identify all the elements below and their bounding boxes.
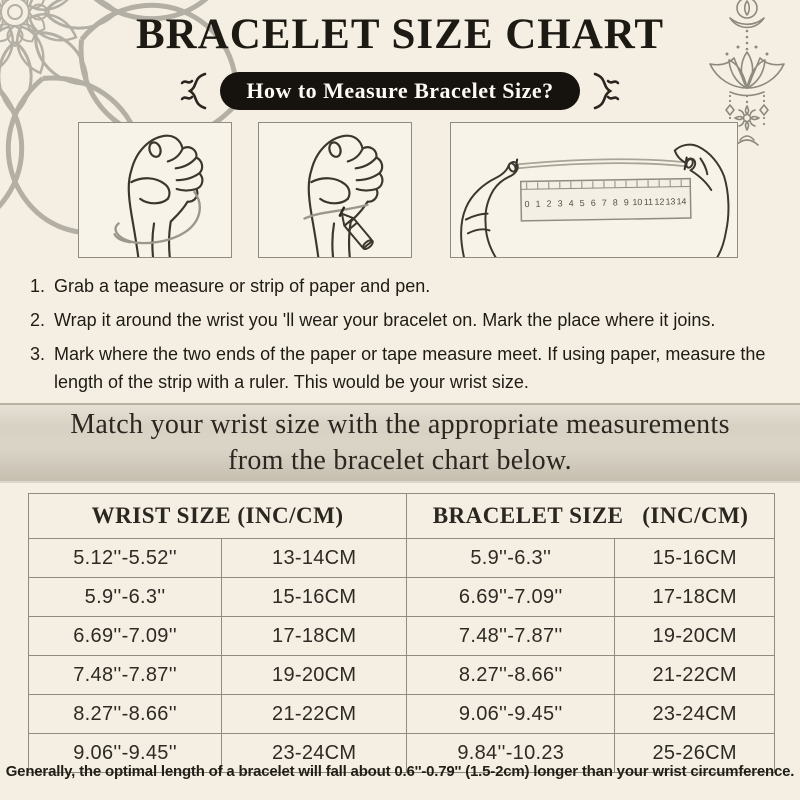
wrist-inch-cell: 7.48''-7.87'' — [29, 656, 222, 695]
step-1-text: Grab a tape measure or strip of paper and pen. — [54, 276, 431, 296]
step-2-text: Wrap it around the wrist you 'll wear your bracelet on. Mark the place where it joins. — [54, 310, 716, 330]
bracelet-inch-cell: 9.84''-10.23 — [407, 734, 615, 773]
bracelet-cm-cell: 21-22CM — [615, 656, 775, 695]
page-title: BRACELET SIZE CHART — [135, 11, 665, 58]
how-to-measure-badge: How to Measure Bracelet Size? — [220, 72, 579, 110]
match-size-banner — [0, 403, 800, 483]
svg-text:4: 4 — [568, 198, 574, 209]
wrist-inch-cell: 9.06''-9.45'' — [29, 734, 222, 773]
wrist-size-header: WRIST SIZE (INC/CM) — [29, 494, 407, 539]
wrist-cm-cell: 23-24CM — [222, 734, 407, 773]
step-1-number: 1. — [30, 276, 46, 296]
bracelet-cm-cell: 25-26CM — [615, 734, 775, 773]
bracelet-inch-cell: 5.9''-6.3'' — [407, 539, 615, 578]
footnote: Generally, the optimal length of a bracelet will fall about 0.6''-0.79'' (1.5-2cm) longer than your wrist circumference. — [5, 763, 795, 780]
svg-text:12: 12 — [654, 196, 665, 207]
curly-flourish-left-icon — [179, 71, 209, 111]
step-2-number: 2. — [30, 310, 46, 330]
svg-text:0: 0 — [524, 198, 530, 210]
hands-with-ruler-icon — [451, 123, 737, 257]
step-2 — [30, 306, 778, 334]
svg-text:10: 10 — [632, 197, 643, 208]
measure-steps — [30, 272, 778, 402]
bracelet-inch-cell: 7.48''-7.87'' — [407, 617, 615, 656]
table-row — [29, 617, 775, 656]
curly-flourish-right-icon — [591, 71, 621, 111]
svg-text:1: 1 — [535, 198, 541, 209]
banner-line-1: Match your wrist size with the appropriate measurements — [70, 409, 730, 440]
bracelet-inch-cell: 9.06''-9.45'' — [407, 695, 615, 734]
fist-with-pen-icon — [259, 123, 411, 257]
wrist-inch-cell: 5.9''-6.3'' — [29, 578, 222, 617]
table-row — [29, 695, 775, 734]
bracelet-cm-cell: 15-16CM — [615, 539, 775, 578]
bracelet-inch-cell: 6.69''-7.09'' — [407, 578, 615, 617]
illustration-mark-wrist — [258, 122, 412, 258]
bracelet-cm-cell: 19-20CM — [615, 617, 775, 656]
step-3 — [30, 340, 778, 396]
size-table-header-row — [29, 494, 775, 539]
bracelet-inch-cell: 8.27''-8.66'' — [407, 656, 615, 695]
wrist-inch-cell: 8.27''-8.66'' — [29, 695, 222, 734]
table-row — [29, 578, 775, 617]
svg-text:11: 11 — [643, 196, 654, 207]
wrist-cm-cell: 19-20CM — [222, 656, 407, 695]
badge-row — [0, 70, 800, 112]
svg-text:7: 7 — [601, 197, 607, 208]
wrist-inch-cell: 5.12''-5.52'' — [29, 539, 222, 578]
illustration-measure-ruler — [450, 122, 738, 258]
illustration-wrap-wrist — [78, 122, 232, 258]
svg-text:5: 5 — [579, 198, 585, 209]
svg-text:8: 8 — [612, 197, 618, 208]
wrist-cm-cell: 13-14CM — [222, 539, 407, 578]
svg-text:9: 9 — [623, 197, 629, 208]
wrist-inch-cell: 6.69''-7.09'' — [29, 617, 222, 656]
bracelet-cm-cell: 23-24CM — [615, 695, 775, 734]
svg-text:13: 13 — [665, 196, 676, 207]
step-1 — [30, 272, 778, 300]
wrist-cm-cell: 21-22CM — [222, 695, 407, 734]
step-3-number: 3. — [30, 344, 46, 364]
bracelet-cm-cell: 17-18CM — [615, 578, 775, 617]
wrist-cm-cell: 15-16CM — [222, 578, 407, 617]
step-3-text: Mark where the two ends of the paper or tape measure meet. If using paper, measure the length of the strip with a ruler. This would be your wrist size. — [54, 344, 766, 392]
wrist-cm-cell: 17-18CM — [222, 617, 407, 656]
bracelet-size-header: BRACELET SIZE (INC/CM) — [407, 494, 775, 539]
svg-text:2: 2 — [546, 198, 552, 209]
table-row — [29, 539, 775, 578]
size-table — [28, 493, 775, 773]
svg-text:6: 6 — [590, 197, 596, 208]
svg-text:3: 3 — [557, 198, 563, 209]
fist-with-tape-icon — [79, 123, 231, 257]
table-row — [29, 656, 775, 695]
banner-line-2: from the bracelet chart below. — [228, 445, 572, 476]
svg-text:14: 14 — [676, 196, 687, 207]
